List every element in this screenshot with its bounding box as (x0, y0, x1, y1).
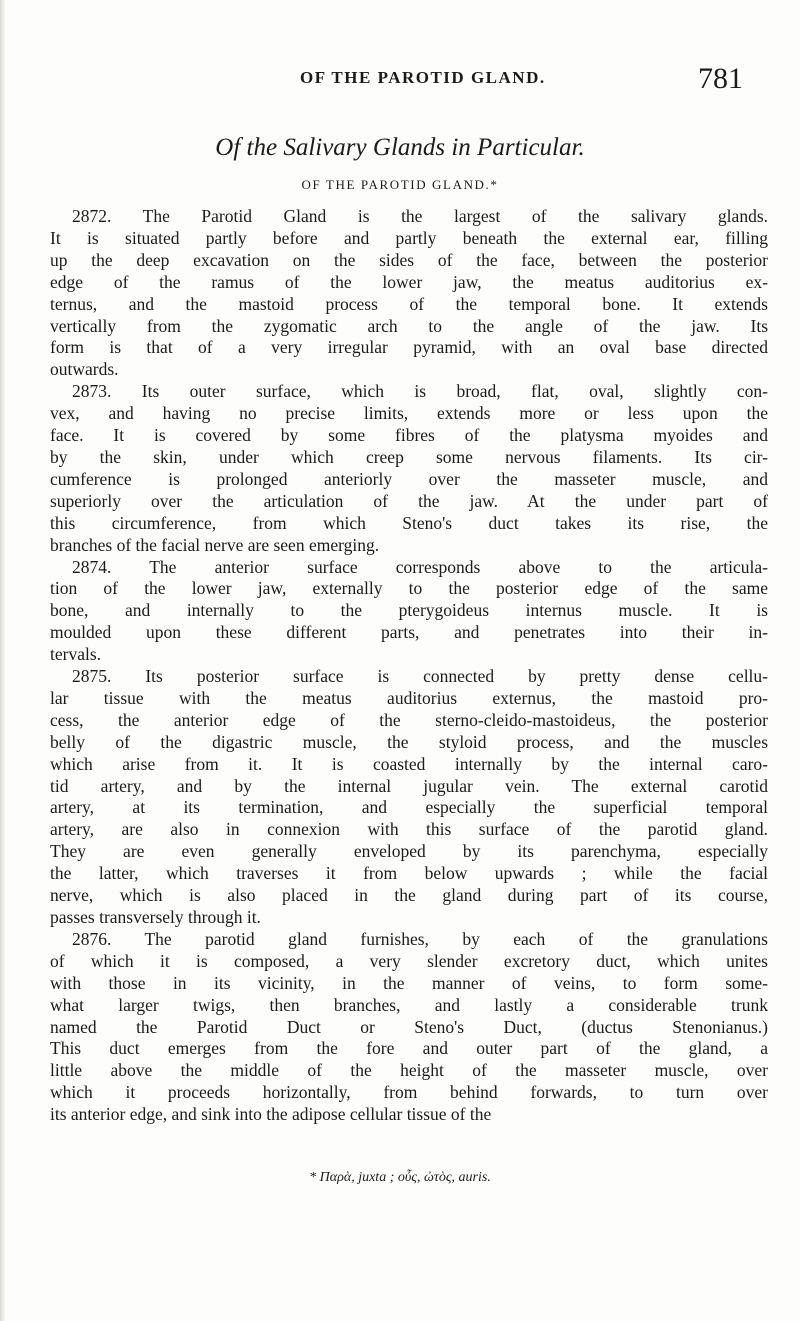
line-text: tervals. (50, 644, 102, 665)
paragraph (50, 206, 768, 381)
running-title: OF THE PAROTID GLAND. (300, 68, 546, 87)
text-line (50, 403, 768, 425)
text-line (50, 491, 768, 513)
text-line (50, 819, 768, 841)
text-line (50, 381, 768, 403)
text-line (50, 1060, 768, 1082)
line-text: They are even generally enveloped by its parenchyma, especially (50, 841, 768, 862)
line-text: little above the middle of the height of the masseter muscle, over (50, 1060, 768, 1081)
line-text: form is that of a very irregular pyramid, with an oval base directed (50, 337, 768, 358)
text-line (50, 776, 768, 798)
text-line (50, 1082, 768, 1104)
line-text: lar tissue with the meatus auditorius externus, the mastoid pro- (50, 687, 768, 708)
paragraph-number: 2873. (72, 381, 112, 402)
line-text: superiorly over the articulation of the jaw. At the under part of (50, 490, 768, 511)
line-text: of which it is composed, a very slender excretory duct, which unites (50, 950, 768, 971)
line-text: vex, and having no precise limits, extends more or less upon the (50, 403, 768, 424)
text-line (50, 337, 768, 359)
line-text: up the deep excavation on the sides of the face, between the posterior (50, 249, 768, 270)
line-text: bone, and internally to the pterygoideus internus muscle. It is (50, 600, 768, 621)
line-text: the latter, which traverses it from below upwards ; while the facial (50, 863, 768, 884)
text-line (50, 951, 768, 973)
text-line (50, 206, 768, 228)
text-line (50, 1104, 768, 1126)
text-line (50, 666, 768, 688)
line-text: vertically from the zygomatic arch to the angle of the jaw. Its (50, 315, 768, 336)
line-text: by the skin, under which creep some nervous filaments. Its cir- (50, 446, 768, 467)
paragraph-number: 2872. (72, 206, 112, 226)
line-text: The anterior surface corresponds above to the articula- (149, 556, 768, 577)
paragraph (50, 666, 768, 929)
line-text: Its outer surface, which is broad, flat, oval, slightly con- (141, 381, 769, 402)
line-text: with those in its vicinity, in the manner of veins, to form some- (50, 972, 768, 993)
text-line (50, 425, 768, 447)
line-text: outwards. (50, 359, 119, 380)
line-text: tid artery, and by the internal jugular vein. The external carotid (50, 775, 768, 796)
text-line (50, 294, 768, 316)
line-text: The Parotid Gland is the largest of the salivary glands. (142, 206, 769, 226)
line-text: ternus, and the mastoid process of the temporal bone. It extends (50, 293, 768, 314)
text-line (50, 797, 768, 819)
text-line (50, 447, 768, 469)
line-text: face. It is covered by some fibres of the platysma myoides and (50, 425, 768, 446)
line-text: nerve, which is also placed in the gland during part of its course, (50, 885, 768, 906)
line-text: named the Parotid Duct or Steno's Duct, (ductus Stenonianus.) (50, 1016, 768, 1037)
page-gutter-shadow (0, 0, 6, 1321)
line-text: moulded upon these different parts, and penetrates into their in- (50, 622, 768, 643)
line-text: cumference is prolonged anteriorly over the masseter muscle, and (50, 468, 768, 489)
text-line (50, 841, 768, 863)
text-line (50, 907, 768, 929)
text-line (50, 929, 768, 951)
line-text: It is situated partly before and partly beneath the external ear, filling (50, 227, 768, 248)
line-text: which arise from it. It is coasted internally by the internal caro- (50, 753, 768, 774)
text-line (50, 995, 768, 1017)
paragraph-number: 2876. (72, 928, 112, 949)
text-line (50, 1038, 768, 1060)
text-line (50, 600, 768, 622)
text-line (50, 513, 768, 535)
paragraph (50, 557, 768, 667)
running-head (0, 62, 800, 102)
line-text: tion of the lower jaw, externally to the posterior edge of the same (50, 578, 768, 599)
text-line (50, 732, 768, 754)
paragraph-number: 2875. (72, 666, 112, 687)
line-text: artery, at its termination, and especially the superficial temporal (50, 797, 768, 818)
line-text: which it proceeds horizontally, from behind forwards, to turn over (50, 1082, 768, 1103)
text-line (50, 710, 768, 732)
paragraph-number: 2874. (72, 556, 112, 577)
line-text: belly of the digastric muscle, the styloid process, and the muscles (50, 731, 768, 752)
text-line (50, 578, 768, 600)
text-line (50, 272, 768, 294)
footnote: * Παρὰ, juxta ; οὖς, ὠτὸς, auris. (309, 1170, 491, 1185)
text-line (50, 469, 768, 491)
page-number: 781 (698, 62, 743, 95)
text-line (50, 316, 768, 338)
text-line (50, 228, 768, 250)
text-line (50, 250, 768, 272)
line-text: The parotid gland furnishes, by each of the granulations (144, 928, 768, 949)
section-title: Of the Salivary Glands in Particular. (215, 134, 585, 161)
paragraph (50, 929, 768, 1126)
line-text: branches of the facial nerve are seen emerging. (50, 534, 380, 555)
text-line (50, 754, 768, 776)
text-line (50, 359, 768, 381)
text-line (50, 1017, 768, 1039)
line-text: cess, the anterior edge of the sterno-cleido-mastoideus, the posterior (50, 709, 768, 730)
line-text: passes transversely through it. (50, 907, 261, 927)
line-text: this circumference, from which Steno's duct takes its rise, the (50, 512, 768, 533)
text-line (50, 557, 768, 579)
text-line (50, 973, 768, 995)
text-line (50, 535, 768, 557)
text-line (50, 863, 768, 885)
line-text: what larger twigs, then branches, and lastly a considerable trunk (50, 994, 768, 1015)
line-text: This duct emerges from the fore and outer part of the gland, a (50, 1038, 768, 1059)
text-line (50, 688, 768, 710)
text-line (50, 885, 768, 907)
line-text: artery, are also in connexion with this surface of the parotid gland. (50, 819, 768, 840)
paragraph (50, 381, 768, 556)
section-subheading: OF THE PAROTID GLAND.* (301, 177, 499, 192)
text-line (50, 644, 768, 666)
line-text: Its posterior surface is connected by pretty dense cellu- (145, 666, 768, 687)
text-line (50, 622, 768, 644)
line-text: edge of the ramus of the lower jaw, the meatus auditorius ex- (50, 271, 768, 292)
body-text (50, 206, 768, 1126)
line-text: its anterior edge, and sink into the adipose cellular tissue of the (50, 1104, 492, 1125)
